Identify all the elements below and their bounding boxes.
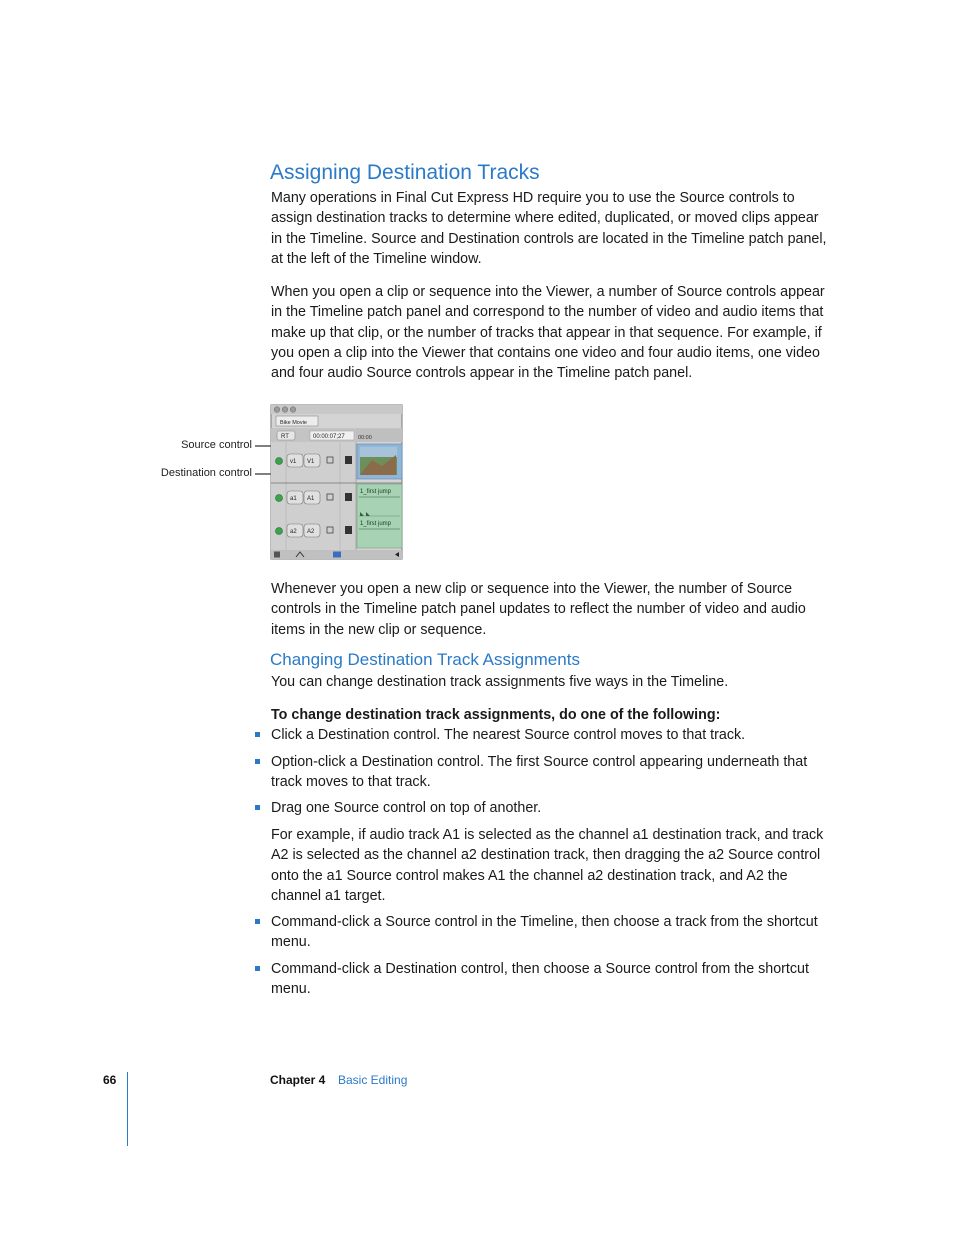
a1-autoselect-icon [345,493,352,501]
minimize-icon [282,407,288,413]
timeline-figure [150,400,410,565]
v1-autoselect-icon [345,456,352,464]
bullet-marker [255,966,260,971]
close-icon [274,407,280,413]
a1-source-label: a1 [290,496,297,502]
a2-audible-icon [276,528,283,535]
timecode-value: 00:00:07;27 [313,434,345,440]
bullet-marker [255,732,260,737]
bullet-marker [255,919,260,924]
a1-destination-label: A1 [307,496,315,502]
bullet-item [271,725,831,745]
zoom-slider-handle [333,552,341,558]
v1-visibility-icon [276,458,283,465]
bullet-item [271,752,831,793]
bullet-item [271,959,831,1000]
source-update-paragraph: Whenever you open a new clip or sequence into the Viewer, the number of Source controls in the Timeline patch panel updates to reflect the number of video and audio items in the new clip or sequence. [271,581,806,638]
bullet-text: Drag one Source control on top of another. [271,800,542,816]
footer-section: Basic Editing [338,1073,408,1087]
page-title: Assigning Destination Tracks [270,161,540,184]
source-control-label: Source control [181,439,252,451]
rt-button-label: RT [281,434,289,440]
v1-destination-label: V1 [307,459,315,465]
intro-paragraph: Many operations in Final Cut Express HD require you to use the Source controls to assign destination tracks to determine where edited, duplicated, or moved clips appear in the Timeline. Source and Destination controls are located in the Timeline patch panel, at the left of the Timeline window. [271,190,827,267]
a2-autoselect-icon [345,526,352,534]
sequence-tab-label: Bike Movie [280,420,307,426]
instruction-heading: To change destination track assignments, do one of the following: [271,707,721,723]
bullet-item [271,798,831,818]
audio-clip-name-1: 1_first jump [360,489,392,495]
zoom-icon [290,407,296,413]
bullet-text: Option-click a Destination control. The first Source control appearing underneath that track moves to that track. [271,754,808,791]
destination-control-label: Destination control [160,467,252,479]
track-height-icon [274,552,280,558]
footer-chapter: Chapter 4 [270,1073,326,1087]
audio-clip-name-2: 1_first jump [360,521,392,527]
bullet-marker [255,805,260,810]
bullet-marker [255,759,260,764]
ruler-timecode: 00:00 [358,435,372,441]
bullet-text: Command-click a Destination control, then choose a Source control from the shortcut menu. [271,961,809,998]
example-paragraph: For example, if audio track A1 is selected as the channel a1 destination track, and track A2 is selected as the channel a2 destination track, then dragging the a2 Source control onto the a1 Source control makes A1 the channel a2 destination track, and A2 the channel a1 target. [271,827,824,904]
bullet-item [271,912,831,953]
v1-source-label: v1 [290,459,297,465]
a2-source-label: a2 [290,529,297,535]
bullet-text: Click a Destination control. The nearest Source control moves to that track. [271,727,746,743]
a2-destination-label: A2 [307,529,315,535]
page-number: 66 [103,1073,117,1087]
bullet-text: Command-click a Source control in the Timeline, then choose a track from the shortcut menu. [271,914,818,951]
source-controls-paragraph: When you open a clip or sequence into the Viewer, a number of Source controls appear in the Timeline patch panel and correspond to the number of video and audio items that make up that clip, or the number of tracks that appear in that sequence. For example, if you open a clip into the Viewer that contains one video and four audio items, one video and four audio Source controls appear in the Timeline patch panel. [271,284,825,382]
footer-divider [127,1072,128,1146]
a1-audible-icon [276,495,283,502]
section-subheading: Changing Destination Track Assignments [270,650,580,669]
five-ways-paragraph: You can change destination track assignments five ways in the Timeline. [271,674,729,690]
